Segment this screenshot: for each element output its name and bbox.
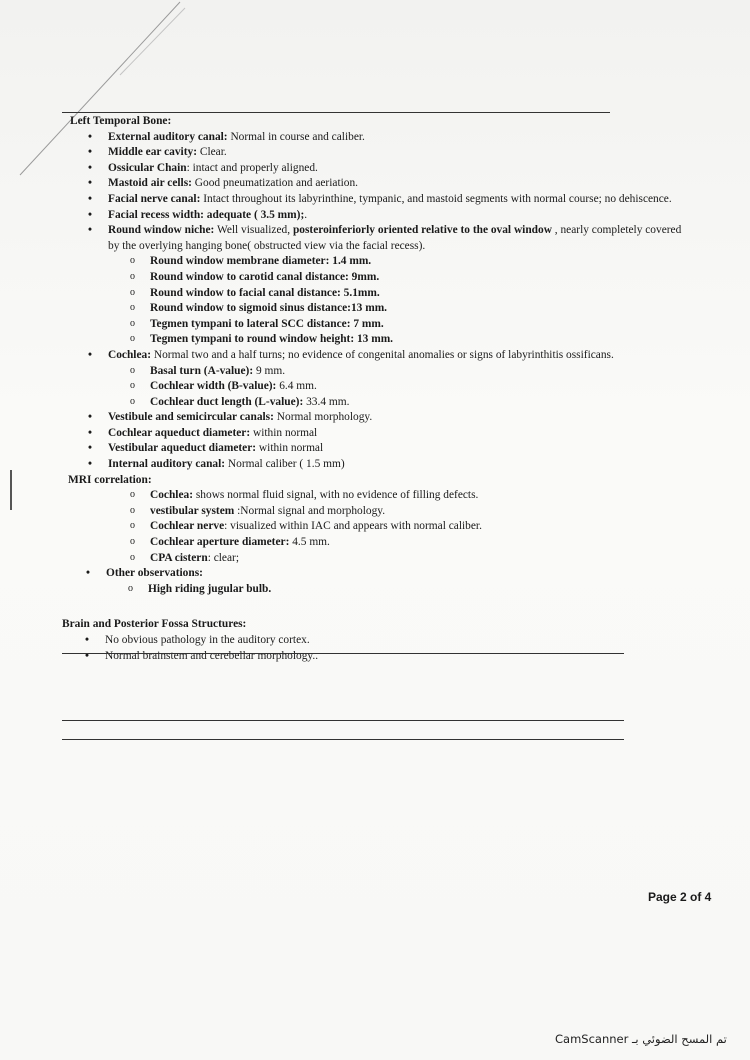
- mri-list: [62, 488, 682, 566]
- brain-list: [62, 633, 682, 664]
- list-item-cochlea: • Cochlea: Normal two and a half turns; no evidence of congenital anomalies or signs of labyrinthitis ossificans. o Basal turn (A-value): 9 mm. o Cochlear width (B-value): 6.4 mm. o Cochlear duct length (L-value): 33.4 mm.: [108, 348, 682, 410]
- report-content: [62, 114, 682, 664]
- list-item: • Internal auditory canal: Normal caliber ( 1.5 mm): [108, 457, 682, 473]
- sub-item: o Tegmen tympani to lateral SCC distance: 7 mm.: [150, 317, 682, 333]
- sub-item: o Round window to facial canal distance: 5.1mm.: [150, 286, 682, 302]
- sub-item: o High riding jugular bulb.: [148, 582, 682, 598]
- scan-edge-mark: [10, 470, 12, 510]
- left-temporal-heading: Left Temporal Bone:: [70, 115, 172, 127]
- other-sublist: [106, 582, 682, 598]
- list-item: • Cochlear aqueduct diameter: within normal: [108, 426, 682, 442]
- list-item: • Ossicular Chain: intact and properly aligned.: [108, 161, 682, 177]
- camscanner-watermark: تم المسح الضوئي بـ CamScanner: [555, 1032, 727, 1046]
- list-item: • Mastoid air cells: Good pneumatization and aeriation.: [108, 176, 682, 192]
- sub-item: o Round window membrane diameter: 1.4 mm.: [150, 254, 682, 270]
- list-item: • Normal brainstem and cerebellar morphology..: [105, 649, 682, 665]
- list-item-round-window: • Round window niche: Well visualized, posteroinferiorly oriented relative to the oval window , nearly completely covered by the overlying hanging bone( obstructed view via the facial recess). o Round window membrane diameter: 1.4 mm. o Round window to carotid canal distance: 9mm. o Round window to facial canal distance: 5.1mm. o Round window to sigmoid sinus distance:13 mm. o Tegmen tympani to lateral SCC distance: 7 mm. o Tegmen tympani to round window height: 13 mm.: [108, 223, 682, 348]
- divider-mri-end: [62, 653, 624, 654]
- sub-item: o CPA cistern: clear;: [150, 551, 682, 567]
- sub-item: o Basal turn (A-value): 9 mm.: [150, 364, 682, 380]
- divider-top: [62, 112, 610, 113]
- sub-item: o vestibular system :Normal signal and morphology.: [150, 504, 682, 520]
- list-item: • Middle ear cavity: Clear.: [108, 145, 682, 161]
- sub-item: o Cochlear aperture diameter: 4.5 mm.: [150, 535, 682, 551]
- page-number: Page 2 of 4: [648, 890, 712, 904]
- brain-heading: Brain and Posterior Fossa Structures:: [62, 618, 247, 631]
- list-item-other: • Other observations: o High riding jugular bulb.: [106, 566, 682, 597]
- sub-item: o Round window to sigmoid sinus distance:13 mm.: [150, 301, 682, 317]
- list-item: • Vestibule and semicircular canals: Normal morphology.: [108, 410, 682, 426]
- sub-item: o Cochlear duct length (L-value): 33.4 mm.: [150, 395, 682, 411]
- sub-item: o Cochlear nerve: visualized within IAC and appears with normal caliber.: [150, 519, 682, 535]
- sub-item: o Tegmen tympani to round window height: 13 mm.: [150, 332, 682, 348]
- list-item: • Vestibular aqueduct diameter: within normal: [108, 441, 682, 457]
- list-item: • External auditory canal: Normal in course and caliber.: [108, 130, 682, 146]
- sub-item: o Round window to carotid canal distance: 9mm.: [150, 270, 682, 286]
- mri-heading: MRI correlation:: [68, 473, 152, 486]
- sub-item: o Cochlea: shows normal fluid signal, with no evidence of filling defects.: [150, 488, 682, 504]
- left-temporal-list: [62, 130, 682, 473]
- list-item: • Facial recess width: adequate ( 3.5 mm);.: [108, 208, 682, 224]
- other-observations-list: [62, 566, 682, 597]
- divider-brain-end-2: [62, 739, 624, 740]
- divider-brain-end-1: [62, 720, 624, 721]
- list-item: • Facial nerve canal: Intact throughout its labyrinthine, tympanic, and mastoid segments with normal course; no dehiscence.: [108, 192, 682, 208]
- sub-item: o Cochlear width (B-value): 6.4 mm.: [150, 379, 682, 395]
- cochlea-sublist: [108, 364, 682, 411]
- list-item: • No obvious pathology in the auditory cortex.: [105, 633, 682, 649]
- round-window-sublist: [108, 254, 682, 348]
